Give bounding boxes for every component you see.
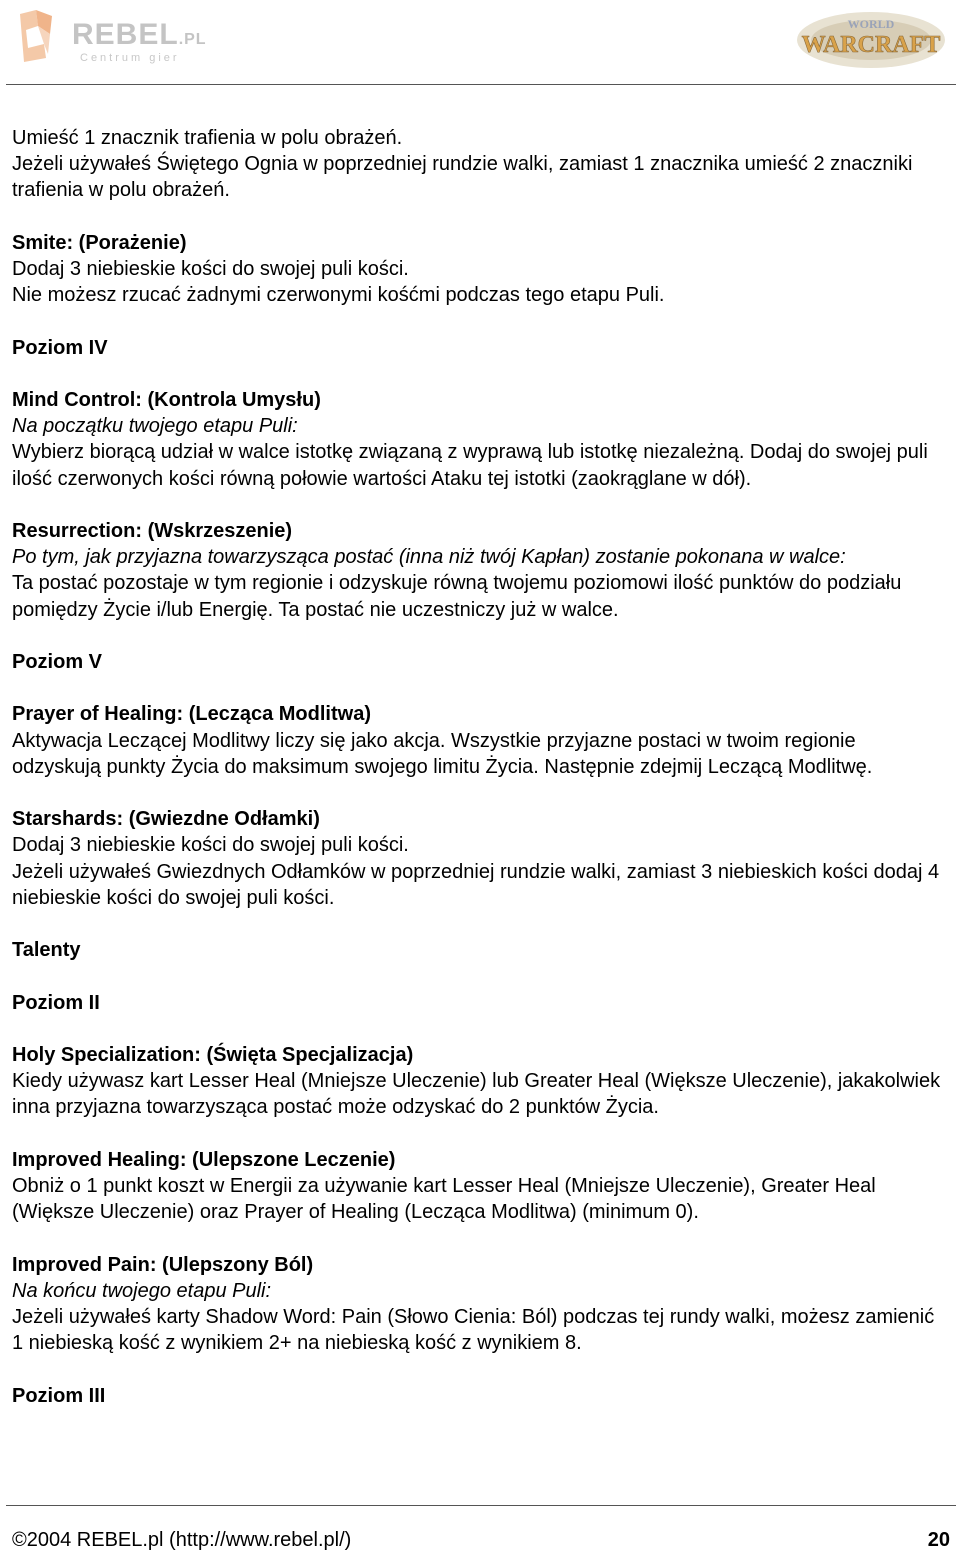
section-heading-talents: Talenty [12, 939, 81, 962]
footer-copyright: ©2004 REBEL.pl (http://www.rebel.pl/) [12, 1529, 352, 1551]
ability-title-prayer-of-healing: Prayer of Healing: (Lecząca Modlitwa) [12, 703, 371, 726]
section-heading-level-2: Poziom II [12, 991, 100, 1014]
wow-logo-warcraft: WARCRAFT [801, 32, 941, 58]
page-number: 20 [927, 1529, 950, 1551]
rebel-logo [14, 8, 214, 68]
section-heading-level-5: Poziom V [12, 650, 103, 673]
wow-logo-world: WORLD [847, 17, 895, 31]
body-text: Aktywacja Leczącej Modlitwy liczy się jako akcja. Wszystkie przyjazne postaci w twoim regionie odzyskują punkty Życia do maksimum swojego limitu Życia. Następnie zdejmij Leczącą Modlitwę. [12, 729, 873, 778]
world-of-warcraft-logo [794, 4, 948, 74]
talent-trigger: Na końcu twojego etapu Puli: [12, 1279, 272, 1302]
section-heading-level-3: Poziom III [12, 1384, 106, 1407]
ability-title-mind-control: Mind Control: (Kontrola Umysłu) [12, 388, 321, 411]
body-text: Umieść 1 znacznik trafienia w polu obrażeń. [12, 127, 403, 149]
wow-logo-icon [794, 4, 948, 74]
body-text: Obniż o 1 punkt koszt w Energii za używanie kart Lesser Heal (Mniejsze Uleczenie), Greater Heal (Większe Uleczenie) oraz Prayer of Healing (Lecząca Modlitwa) (minimum 0). [12, 1174, 876, 1224]
ability-title-smite: Smite: (Porażenie) [12, 231, 187, 254]
document-body [12, 125, 948, 1409]
header-divider [6, 84, 956, 85]
rebel-logo-text: REBEL.PL [72, 18, 207, 51]
rebel-logo-subtitle: Centrum gier [80, 52, 180, 64]
body-text: Jeżeli używałeś Gwiezdnych Odłamków w poprzedniej rundzie walki, zamiast 3 niebieskich kości dodaj 4 niebieskie kości do swojej puli kości. [12, 860, 940, 909]
body-text: Dodaj 3 niebieskie kości do swojej puli kości. [12, 834, 409, 857]
talent-title-holy-specialization: Holy Specialization: (Święta Specjalizacja) [12, 1043, 414, 1066]
talent-title-improved-healing: Improved Healing: (Ulepszone Leczenie) [12, 1148, 396, 1171]
body-text: Ta postać pozostaje w tym regionie i odzyskuje równą twojemu poziomowi ilość punktów do podziału pomiędzy Życie i/lub Energię. Ta postać nie uczestniczy już w walce. [12, 572, 902, 621]
body-text: Kiedy używasz kart Lesser Heal (Mniejsze Uleczenie) lub Greater Heal (Większe Uleczenie), jakakolwiek inna przyjazna towarzysząca postać może odzyskać do 2 punktów Życia. [12, 1070, 941, 1119]
talent-title-improved-pain: Improved Pain: (Ulepszony Ból) [12, 1253, 314, 1276]
ability-title-starshards: Starshards: (Gwiezdne Odłamki) [12, 808, 320, 831]
page-header [0, 0, 960, 88]
body-text: Jeżeli używałeś Świętego Ognia w poprzedniej rundzie walki, zamiast 1 znacznika umieść 2 znaczniki trafienia w polu obrażeń. [12, 153, 913, 202]
footer-divider [6, 1505, 956, 1506]
rebel-logo-mark-icon [14, 8, 58, 64]
body-text: Wybierz biorącą udział w walce istotkę związaną z wyprawą lub istotkę niezależną. Dodaj do swojej puli ilość czerwonych kości równą połowie wartości Ataku tej istotki (zaokrąglane w dół). [12, 441, 928, 490]
body-text: Dodaj 3 niebieskie kości do swojej puli kości. [12, 258, 409, 280]
body-text: Nie możesz rzucać żadnymi czerwonymi kośćmi podczas tego etapu Puli. [12, 284, 665, 307]
section-heading-level-4: Poziom IV [12, 336, 108, 359]
ability-trigger: Po tym, jak przyjazna towarzysząca postać (inna niż twój Kapłan) zostanie pokonana w walce: [12, 546, 846, 569]
ability-trigger: Na początku twojego etapu Puli: [12, 415, 298, 438]
ability-title-resurrection: Resurrection: (Wskrzeszenie) [12, 519, 293, 542]
body-text: Jeżeli używałeś karty Shadow Word: Pain (Słowo Cienia: Ból) podczas tej rundy walki, możesz zamienić 1 niebieską kość z wynikiem 2+ na niebieską kość z wynikiem 8. [12, 1305, 935, 1355]
